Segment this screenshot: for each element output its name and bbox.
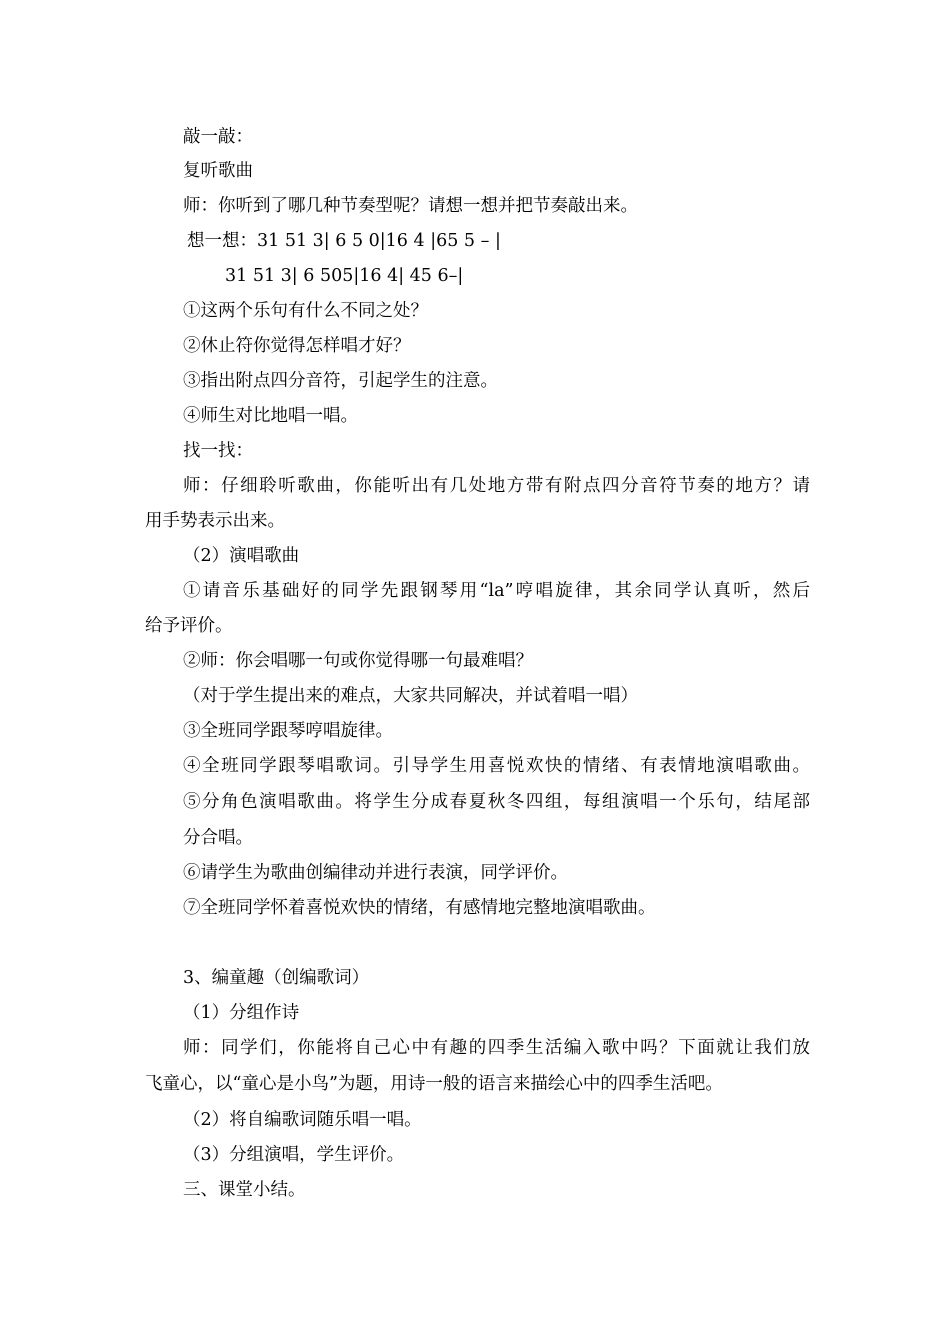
list-item: ①请音乐基础好的同学先跟钢琴用“la”哼唱旋律，其余同学认真听，然后: [183, 581, 810, 601]
rhythm-line: 31 51 3| 6 505|16 4| 45 6–|: [225, 266, 464, 286]
list-item: ⑦全班同学怀着喜悦欢快的情绪，有感情地完整地演唱歌曲。: [183, 898, 656, 918]
text-line: 飞童心，以“童心是小鸟”为题，用诗一般的语言来描绘心中的四季生活吧。: [145, 1074, 723, 1094]
list-item: ②休止符你觉得怎样唱才好？: [183, 336, 411, 356]
text-line: 给予评价。: [145, 616, 233, 636]
text-line: 用手势表示出来。: [145, 511, 285, 531]
list-item: ③全班同学跟琴哼唱旋律。: [183, 721, 393, 741]
text-line: 师：你听到了哪几种节奏型呢？请想一想并把节奏敲出来。: [183, 196, 638, 216]
text-line: （对于学生提出来的难点，大家共同解决，并试着唱一唱）: [183, 686, 638, 706]
list-item: ③指出附点四分音符，引起学生的注意。: [183, 371, 498, 391]
text-line: 师：同学们，你能将自己心中有趣的四季生活编入歌中吗？下面就让我们放: [183, 1038, 810, 1058]
list-item: ⑥请学生为歌曲创编律动并进行表演，同学评价。: [183, 863, 568, 883]
list-item: ④全班同学跟琴唱歌词。引导学生用喜悦欢快的情绪、有表情地演唱歌曲。: [183, 756, 810, 776]
subsection-heading: （3）分组演唱，学生评价。: [183, 1145, 405, 1165]
text-line: 复听歌曲: [183, 161, 253, 181]
list-item: ②师：你会唱哪一句或你觉得哪一句最难唱？: [183, 651, 533, 671]
text-line: 分合唱。: [183, 828, 253, 848]
list-item: ④师生对比地唱一唱。: [183, 406, 358, 426]
list-item: ①这两个乐句有什么不同之处？: [183, 301, 428, 321]
subsection-heading: （2）将自编歌词随乐唱一唱。: [183, 1110, 422, 1130]
section-heading: 三、课堂小结。: [183, 1180, 306, 1200]
text-line: 找一找：: [183, 441, 253, 461]
section-heading: 3、编童趣（创编歌词）: [183, 968, 370, 988]
list-item: ⑤分角色演唱歌曲。将学生分成春夏秋冬四组，每组演唱一个乐句，结尾部: [183, 792, 810, 812]
subsection-heading: （1）分组作诗: [183, 1003, 300, 1023]
text-line: 师：仔细聆听歌曲，你能听出有几处地方带有附点四分音符节奏的地方？请: [183, 476, 810, 496]
section-heading: （2）演唱歌曲: [183, 546, 300, 566]
text-line: 敲一敲：: [183, 127, 253, 147]
rhythm-line: 想一想：31 51 3| 6 5 0|16 4 |65 5 – |: [187, 231, 501, 251]
